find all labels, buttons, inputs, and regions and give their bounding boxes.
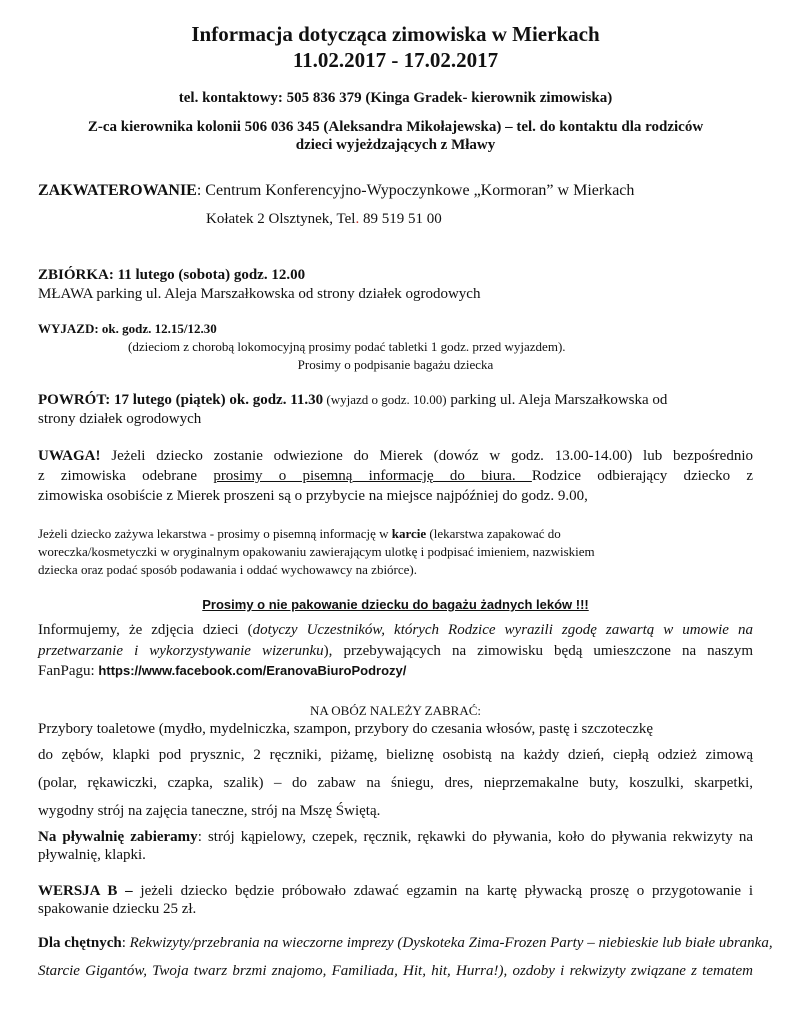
volunteers-text-1: Rekwizyty/przebrania na wieczorne imprezy (Dyskoteka Zima-Frozen Party – niebieskie lub białe ubranka, bbox=[129, 935, 773, 951]
fanpage-label: FanPagu: bbox=[38, 663, 99, 679]
notice-label: UWAGA! bbox=[38, 448, 101, 464]
contact-manager: tel. kontaktowy: 505 836 379 (Kinga Gradek- kierownik zimowiska) bbox=[178, 90, 613, 106]
photos-consent-italic: dotyczy Uczestników, których Rodzice wyrazili zgodę zawartą w umowie na bbox=[252, 622, 753, 638]
pool-line-1 bbox=[38, 828, 753, 846]
pool-text: : strój kąpielowy, czepek, ręcznik, rękawki do pływania, koło do pływania rekwizyty na bbox=[197, 829, 753, 845]
lodging-line bbox=[38, 182, 634, 200]
volunteers-label: Dla chętnych bbox=[38, 935, 122, 951]
photos-text-2: ), przebywających na zimowisku będą umieszczone na naszym bbox=[323, 643, 753, 659]
packing-line-4: wygodny strój na zajęcia taneczne, strój na Mszę Świętą. bbox=[38, 803, 381, 819]
packing-line-2: do zębów, klapki pod prysznic, 2 ręczniki, piżamę, bieliznę osobistą na każdy dzień, ciepłą odzież zimową bbox=[38, 747, 753, 763]
medicine-line-3: dziecka oraz podać sposób podawania i oddać wychowawcy na zbiórce). bbox=[38, 562, 418, 577]
notice-line-1 bbox=[38, 447, 753, 465]
notice-text-2b: Rodzice odbierający dziecko z bbox=[531, 468, 753, 484]
notice-text-2: z zimowiska odebrane bbox=[38, 468, 214, 484]
luggage-note: Prosimy o podpisanie bagażu dziecka bbox=[297, 357, 494, 372]
lodging-text: : Centrum Konferencyjno-Wypoczynkowe „Kormoran” w Mierkach bbox=[196, 182, 635, 199]
contact-deputy-continued: dzieci wyjeżdzających z Mławy bbox=[295, 137, 496, 153]
document-title: Informacja dotycząca zimowiska w Mierkach bbox=[191, 22, 600, 46]
photos-line-2 bbox=[38, 642, 753, 660]
return-place-continued: strony działek ogrodowych bbox=[38, 411, 202, 427]
gathering-label: ZBIÓRKA: bbox=[38, 267, 114, 283]
contact-deputy: Z-ca kierownika kolonii 506 036 345 (Aleksandra Mikołajewska) – tel. do kontaktu dla rodziców bbox=[87, 119, 704, 135]
document-dates: 11.02.2017 - 17.02.2017 bbox=[292, 48, 499, 72]
medicine-line-2: woreczka/kosmetyczki w oryginalnym opakowaniu zawierającym ulotkę i podpisać imieniem, nazwiskiem bbox=[38, 544, 595, 559]
version-b-text: jeżeli dziecko będzie próbowało zdawać egzamin na kartę pływacką proszę o przygotowanie i bbox=[132, 883, 753, 899]
pool-line-2: pływalnię, klapki. bbox=[38, 847, 146, 863]
medicine-text-1c: (lekarstwa zapakować do bbox=[426, 526, 561, 541]
lodging-phone: 89 519 51 00 bbox=[359, 211, 442, 227]
medicine-card: karcie bbox=[391, 526, 427, 541]
photos-line-3 bbox=[38, 662, 406, 680]
departure-note: (dzieciom z chorobą lokomocyjną prosimy podać tabletki 1 godz. przed wyjazdem). bbox=[128, 339, 566, 354]
lodging-address-dot: . bbox=[355, 211, 360, 227]
version-b-line-1 bbox=[38, 882, 753, 900]
lodging-address-text: Kołatek 2 Olsztynek, Tel bbox=[206, 211, 356, 227]
lodging-address bbox=[206, 210, 442, 228]
packing-heading: NA OBÓZ NALEŻY ZABRAĆ: bbox=[309, 703, 482, 718]
version-b-label: WERSJA B – bbox=[38, 883, 133, 899]
gathering-place: MŁAWA parking ul. Aleja Marszałkowska od strony działek ogrodowych bbox=[38, 286, 481, 302]
photos-line-1 bbox=[38, 621, 753, 639]
notice-line-2 bbox=[38, 467, 753, 485]
return-line bbox=[38, 391, 667, 409]
medicine-text-1: Jeżeli dziecko zażywa lekarstwa - prosimy o pisemną informację w bbox=[38, 526, 392, 541]
notice-underlined: prosimy o pisemną informację do biura. bbox=[213, 468, 532, 484]
fanpage-link[interactable]: https://www.facebook.com/EranovaBiuroPodrozy/ bbox=[98, 663, 407, 678]
return-time: 17 lutego (piątek) ok. godz. 11.30 bbox=[110, 392, 324, 408]
pool-label: Na pływalnię zabieramy bbox=[38, 829, 198, 845]
volunteers-line-1 bbox=[38, 934, 773, 952]
volunteers-line-2: Starcie Gigantów, Twoja twarz brzmi znajomo, Familiada, Hit, hit, Hurra!), ozdoby i rekwizyty związane z tematem bbox=[38, 963, 753, 979]
lodging-label: ZAKWATEROWANIE bbox=[38, 182, 197, 199]
notice-text-1: Jeżeli dziecko zostanie odwiezione do Mierek (dowóz w godz. 13.00-14.00) lub bezpośrednio bbox=[100, 448, 753, 464]
version-b-line-2: spakowanie dziecku 25 zł. bbox=[38, 901, 197, 917]
medicine-warning: Prosimy o nie pakowanie dziecku do bagażu żadnych leków !!! bbox=[202, 597, 589, 612]
packing-line-1: Przybory toaletowe (mydło, mydelniczka, szampon, przybory do czesania włosów, pastę i szczoteczkę bbox=[38, 721, 654, 737]
return-departure-time: (wyjazd o godz. 10.00) bbox=[323, 392, 447, 407]
departure-label: WYJAZD: ok. godz. 12.15/12.30 bbox=[38, 321, 217, 336]
photos-text-1: Informujemy, że zdjęcia dzieci ( bbox=[38, 622, 253, 638]
return-place: parking ul. Aleja Marszałkowska od bbox=[446, 392, 668, 408]
notice-line-3: zimowiska osobiście z Mierek proszeni są o przybycie na miejsce najpóźniej do godz. 9.00, bbox=[38, 488, 588, 504]
return-label: POWRÓT: bbox=[38, 392, 111, 408]
photos-consent-italic-2: przetwarzanie i wykorzystywanie wizerunku bbox=[38, 643, 324, 659]
medicine-line-1 bbox=[38, 525, 561, 543]
gathering-line bbox=[38, 266, 305, 284]
volunteers-colon: : bbox=[121, 935, 130, 951]
gathering-time: 11 lutego (sobota) godz. 12.00 bbox=[113, 267, 306, 283]
packing-line-3: (polar, rękawiczki, czapka, szalik) – do zabaw na śniegu, dres, nieprzemakalne buty, koszulki, skarpetki, bbox=[38, 775, 753, 791]
